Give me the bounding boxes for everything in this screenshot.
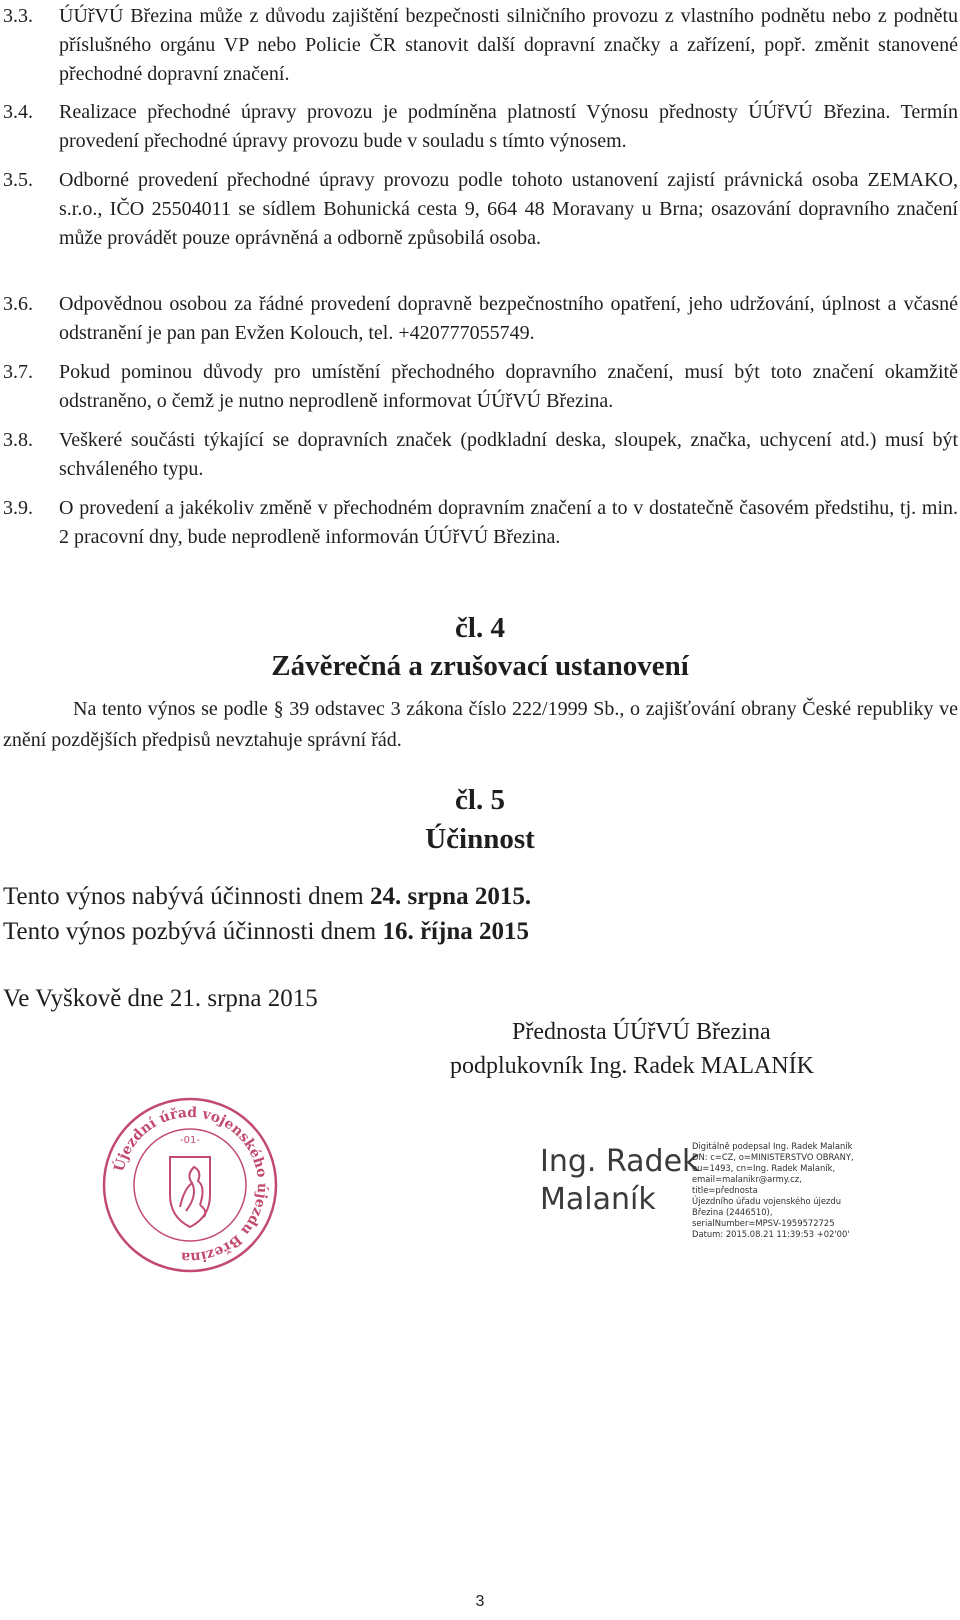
effective-date: 24. srpna 2015.: [369, 883, 532, 910]
article-4-text: Na tento výnos se podle § 39 odstavec 3 zákona číslo 222/1999 Sb., o zajišťování obrany České republiky ve znění pozdějších předpisů nevztahuje správní řád.: [3, 698, 958, 751]
paragraph-number: 3.5.: [3, 169, 33, 191]
paragraph-text: Pokud pominou důvody pro umístění přechodného dopravního značení, musí být toto značení okamžitě odstraněno, o čemž je nutno neprodleně informovat ÚÚřVÚ Březina.: [59, 361, 958, 412]
paragraph-text: Odborné provedení přechodné úpravy provozu podle tohoto ustanovení zajistí právnická osoba ZEMAKO, s.r.o., IČO 25504011 se sídlem Bohunická cesta 9, 664 48 Moravany u Brna; osazování dopravního značení může provádět pouze oprávněná a odborně způsobilá osoba.: [59, 169, 958, 249]
digital-signature-detail: Datum: 2015.08.21 11:39:53 +02'00': [692, 1229, 850, 1239]
official-stamp: [100, 1095, 280, 1275]
digital-signature-name-line: Ing. Radek: [540, 1144, 700, 1179]
article-5-title: Účinnost: [425, 823, 535, 855]
paragraph-number: 3.8.: [3, 429, 33, 451]
article-4-number: čl. 4: [455, 612, 505, 644]
paragraph-text: Realizace přechodné úpravy provozu je podmíněna platností Výnosu přednosty ÚÚřVÚ Březina. Termín provedení přechodné úpravy provozu bude v souladu s tímto výnosem.: [59, 101, 958, 152]
expiry-prefix: Tento výnos pozbývá účinnosti dnem: [3, 918, 383, 945]
paragraph-3-4: [3, 98, 958, 156]
paragraph-3-7: [3, 358, 958, 416]
stamp-number: -01-: [180, 1135, 200, 1146]
digital-signature-detail: serialNumber=MPSV-1959572725: [692, 1218, 835, 1228]
stamp-ring-text: Újezdní úřad vojenského újezdu Březina: [111, 1104, 271, 1266]
expiry-date: 16. října 2015: [382, 918, 529, 945]
digital-signature-detail: Digitálně podepsal Ing. Radek Malaník: [692, 1141, 853, 1151]
place-and-date: Ve Vyškově dne 21. srpna 2015: [3, 985, 318, 1012]
paragraph-text: Odpovědnou osobou za řádné provedení dopravně bezpečnostního opatření, jeho udržování, úplnost a včasné odstranění je pan pan Evžen Kolouch, tel. +420777055749.: [59, 293, 958, 344]
paragraph-3-5: [3, 166, 958, 253]
digital-signature-detail: DN: c=CZ, o=MINISTERSTVO OBRANY,: [692, 1152, 854, 1162]
digital-signature-detail: email=malanikr@army.cz, title=přednosta: [692, 1174, 802, 1195]
lion-emblem-icon: [170, 1157, 210, 1227]
paragraph-number: 3.7.: [3, 361, 33, 383]
signatory-title: Přednosta ÚÚřVÚ Březina: [512, 1019, 771, 1045]
effective-date-line: [3, 880, 531, 914]
paragraph-text: O provedení a jakékoliv změně v přechodném dopravním značení a to v dostatečně časovém předstihu, tj. min. 2 pracovní dny, bude neprodleně informován ÚÚřVÚ Březina.: [59, 497, 958, 548]
article-5-number: čl. 5: [455, 784, 505, 816]
paragraph-3-9: [3, 494, 958, 552]
paragraph-number: 3.3.: [3, 5, 33, 27]
paragraph-number: 3.9.: [3, 497, 33, 519]
signatory-name: podplukovník Ing. Radek MALANÍK: [450, 1053, 814, 1079]
paragraph-3-3: [3, 2, 958, 89]
expiry-date-line: [3, 915, 529, 949]
paragraph-3-6: [3, 290, 958, 348]
digital-signature-details: [692, 1141, 862, 1240]
article-4-title: Závěrečná a zrušovací ustanovení: [271, 650, 689, 682]
paragraph-text: ÚÚřVÚ Březina může z důvodu zajištění bezpečnosti silničního provozu z vlastního podnětu nebo z podnětu příslušného orgánu VP nebo Policie ČR stanovit další dopravní značky a zařízení, popř. změnit stanovené přechodné dopravní značení.: [59, 5, 958, 85]
paragraph-3-8: [3, 426, 958, 484]
effective-prefix: Tento výnos nabývá účinnosti dnem: [3, 883, 370, 910]
paragraph-number: 3.4.: [3, 101, 33, 123]
digital-signature-detail: Březina (2446510),: [692, 1207, 773, 1217]
digital-signature-name: [540, 1143, 699, 1219]
digital-signature-detail: Újezdního úřadu vojenského újezdu: [692, 1196, 842, 1206]
paragraph-number: 3.6.: [3, 293, 33, 315]
digital-signature-detail: ou=1493, cn=Ing. Radek Malaník,: [692, 1163, 836, 1173]
page-number: 3: [475, 1593, 485, 1610]
digital-signature-name-line: Malaník: [540, 1182, 656, 1217]
paragraph-text: Veškeré součásti týkající se dopravních značek (podkladní deska, sloupek, značka, uchycení atd.) musí být schváleného typu.: [59, 429, 958, 480]
